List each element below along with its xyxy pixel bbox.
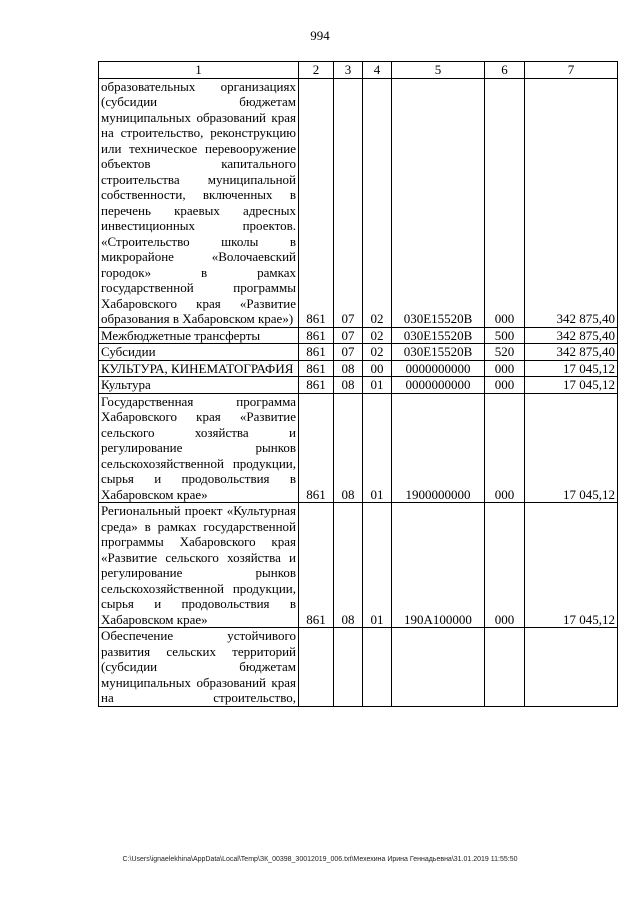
row-rz xyxy=(334,628,363,707)
row-sum: 342 875,40 xyxy=(525,78,618,327)
row-gr xyxy=(299,628,334,707)
header-cell-gr: 2 xyxy=(299,62,334,79)
row-pr: 02 xyxy=(363,344,392,361)
row-sum: 17 045,12 xyxy=(525,393,618,503)
row-vr: 000 xyxy=(485,377,525,394)
row-csr: 190A100000 xyxy=(392,503,485,628)
row-gr: 861 xyxy=(299,78,334,327)
row-rz: 08 xyxy=(334,393,363,503)
row-vr xyxy=(485,628,525,707)
row-rz: 07 xyxy=(334,327,363,344)
row-vr: 000 xyxy=(485,360,525,377)
row-csr xyxy=(392,628,485,707)
row-csr: 030E15520B xyxy=(392,327,485,344)
row-csr: 030E15520B xyxy=(392,78,485,327)
row-pr: 02 xyxy=(363,78,392,327)
row-sum: 342 875,40 xyxy=(525,327,618,344)
table-row xyxy=(99,78,618,327)
header-cell-csr: 5 xyxy=(392,62,485,79)
row-vr: 000 xyxy=(485,78,525,327)
row-gr: 861 xyxy=(299,393,334,503)
table-row xyxy=(99,503,618,628)
row-pr: 02 xyxy=(363,327,392,344)
row-pr: 01 xyxy=(363,377,392,394)
table-row xyxy=(99,393,618,503)
row-pr xyxy=(363,628,392,707)
table-row xyxy=(99,360,618,377)
table-row xyxy=(99,377,618,394)
row-vr: 000 xyxy=(485,503,525,628)
row-rz: 08 xyxy=(334,377,363,394)
row-csr: 0000000000 xyxy=(392,360,485,377)
page-number: 994 xyxy=(310,28,330,43)
header-cell-sum: 7 xyxy=(525,62,618,79)
table-row xyxy=(99,327,618,344)
row-rz: 07 xyxy=(334,344,363,361)
header-cell-pr: 4 xyxy=(363,62,392,79)
row-name: Субсидии xyxy=(99,344,299,361)
row-sum: 17 045,12 xyxy=(525,377,618,394)
row-name: Обеспечение устойчивого развития сельских территорий (субсидии бюджетам муниципальных образований края на строительство, xyxy=(99,628,299,707)
table-header-row xyxy=(99,62,618,79)
row-csr: 0000000000 xyxy=(392,377,485,394)
table-row xyxy=(99,344,618,361)
row-csr: 030E15520B xyxy=(392,344,485,361)
budget-table xyxy=(98,61,618,707)
row-gr: 861 xyxy=(299,360,334,377)
row-gr: 861 xyxy=(299,503,334,628)
row-name: образовательных организациях (субсидии бюджетам муниципальных образований края на строительство, реконструкцию или техническое перевооружение объектов капитального строительства муниципальной собственности, включенных в перечень краевых адресных инвестиционных проектов. «Строительство школы в микрорайоне «Волочаевский городок» в рамках государственной программы Хабаровского края «Развитие образования в Хабаровском крае») xyxy=(99,78,299,327)
row-gr: 861 xyxy=(299,377,334,394)
row-gr: 861 xyxy=(299,344,334,361)
table-row xyxy=(99,628,618,707)
row-pr: 00 xyxy=(363,360,392,377)
header-cell-name: 1 xyxy=(99,62,299,79)
row-name: Региональный проект «Культурная среда» в рамках государственной программы Хабаровского края «Развитие сельского хозяйства и регулирование рынков сельскохозяйственной продукции, сырья и продовольствия в Хабаровском крае» xyxy=(99,503,299,628)
row-sum xyxy=(525,628,618,707)
row-vr: 500 xyxy=(485,327,525,344)
row-sum: 342 875,40 xyxy=(525,344,618,361)
row-rz: 08 xyxy=(334,360,363,377)
row-name: Культура xyxy=(99,377,299,394)
header-cell-vr: 6 xyxy=(485,62,525,79)
row-name: Межбюджетные трансферты xyxy=(99,327,299,344)
row-name: Государственная программа Хабаровского края «Развитие сельского хозяйства и регулирование рынков сельскохозяйственной продукции, сырья и продовольствия в Хабаровском крае» xyxy=(99,393,299,503)
row-sum: 17 045,12 xyxy=(525,503,618,628)
row-gr: 861 xyxy=(299,327,334,344)
footer-file-path: C:\Users\ignaelekhina\AppData\Local\Temp\ЗК_00398_30012019_006.txt\Мехехина Ирина Геннадьевна\31.01.2019 11:55:50 xyxy=(122,856,518,863)
row-pr: 01 xyxy=(363,503,392,628)
row-pr: 01 xyxy=(363,393,392,503)
row-vr: 520 xyxy=(485,344,525,361)
row-rz: 07 xyxy=(334,78,363,327)
row-vr: 000 xyxy=(485,393,525,503)
row-sum: 17 045,12 xyxy=(525,360,618,377)
row-rz: 08 xyxy=(334,503,363,628)
header-cell-rz: 3 xyxy=(334,62,363,79)
row-csr: 1900000000 xyxy=(392,393,485,503)
row-name: КУЛЬТУРА, КИНЕМАТОГРАФИЯ xyxy=(99,360,299,377)
